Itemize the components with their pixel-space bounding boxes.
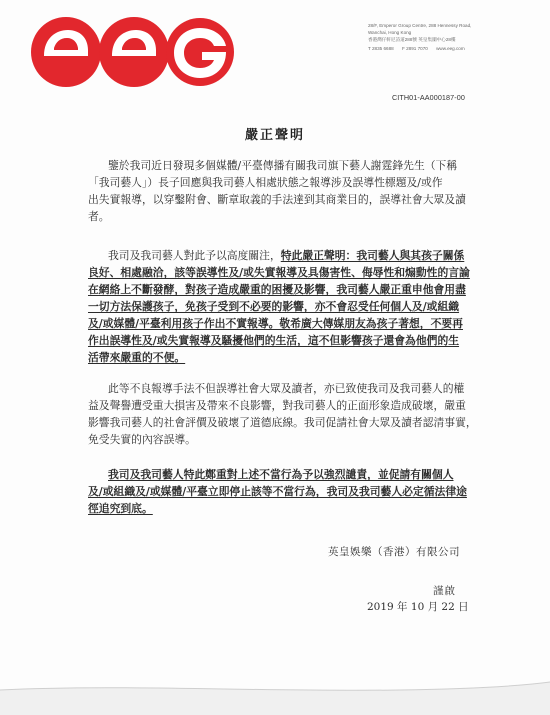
paragraph-2-bold-line: 一切方法保護孩子，免孩子受到不必要的影響，亦不會忍受任何個人及/或組織 — [88, 300, 460, 313]
paper-fold-shadow — [0, 660, 550, 715]
paragraph-1-line: 鑒於我司近日發現多個媒體/平臺傳播有關我司旗下藝人謝霆鋒先生（下稱 — [108, 159, 458, 172]
paragraph-3-line: 影響我司藝人的社會評價及破壞了道德底線。我司促請社會大眾及讀者認清事實， — [88, 416, 477, 429]
address-line-2: Wanchai, Hong Kong — [368, 30, 412, 35]
statement-date: 2019 年 10 月 22 日 — [367, 601, 469, 613]
address-line-1: 28/F, Emperor Group Centre, 288 Hennessy Road, — [368, 23, 472, 28]
paragraph-2 — [88, 247, 496, 366]
paragraph-3-line: 免受失實的內容誤導。 — [88, 433, 196, 446]
paragraph-1-line: 出失實報導，以穿鑿附會、斷章取義的手法達到其商業目的，誤導社會大眾及讀 — [88, 193, 466, 206]
paragraph-4-line: 徑追究到底。 — [88, 502, 153, 515]
paragraph-2-first-line — [88, 247, 496, 264]
paragraph-2-bold-line: 作出誤導性及/或失實報導及騷擾他們的生活，這不但影響孩子還會為他們的生 — [88, 334, 460, 347]
logo-text: eeG — [30, 16, 32, 17]
document-reference: CITH01-AA000187-00 — [392, 93, 465, 102]
paragraph-3 — [88, 380, 496, 448]
website-link[interactable]: www.eeg.com — [436, 46, 465, 51]
company-name: 英皇娛樂（香港）有限公司 — [328, 546, 460, 558]
eeg-logo — [30, 16, 235, 88]
fax-number: F 2891 7070 — [402, 46, 428, 51]
paragraph-2-bold-line: 在網絡上不斷發酵，對孩子造成嚴重的困擾及影響，我司藝人嚴正重申他會用盡 — [88, 283, 466, 296]
paragraph-2-bold-line: 特此嚴正聲明：我司藝人與其孩子關係 — [280, 249, 465, 262]
paragraph-3-line: 此等不良報導手法不但誤導社會大眾及讀者，亦已致使我司及我司藝人的權 — [108, 382, 465, 395]
paragraph-2-bold-line: 良好、相處融洽，該等誤導性及/或失實報導及具傷害性、侮辱性和煽動性的言論 — [88, 266, 470, 279]
statement-title: 嚴正聲明 — [244, 128, 305, 143]
paragraph-4-line: 及/或組織及/或媒體/平臺立即停止該等不當行為，我司及我司藝人必定循法律途 — [88, 485, 467, 498]
paragraph-4 — [88, 466, 496, 517]
paragraph-2-intro: 我司及我司藝人對此予以高度關注， — [108, 249, 281, 262]
paragraph-2-bold-line: 活帶來嚴重的不便。 — [88, 351, 186, 364]
paragraph-1-line: 「我司藝人」）長子回應與我司藝人相處狀態之報導涉及誤導性標題及/或作 — [88, 176, 443, 189]
closing-salutation: 謹啟 — [433, 585, 456, 597]
paragraph-2-bold-line: 及/或媒體/平臺利用孩子作出不實報導。敬希廣大傳媒朋友為孩子著想，不要再 — [88, 317, 463, 330]
paragraph-1-line: 者。 — [88, 210, 110, 223]
paragraph-1 — [88, 157, 496, 225]
paragraph-4-line: 我司及我司藝人特此鄭重對上述不當行為予以強烈譴責，並促請有關個人 — [108, 468, 454, 481]
phone-number: T 2835 6688 — [368, 46, 394, 51]
paragraph-3-line: 益及聲譽遭受重大損害及帶來不良影響，對我司藝人的正面形象造成破壞，嚴重 — [88, 399, 466, 412]
contact-row — [368, 45, 538, 52]
letterhead-address — [368, 22, 538, 52]
address-line-3: 香港灣仔軒尼詩道288號 英皇集團中心28樓 — [368, 37, 456, 42]
